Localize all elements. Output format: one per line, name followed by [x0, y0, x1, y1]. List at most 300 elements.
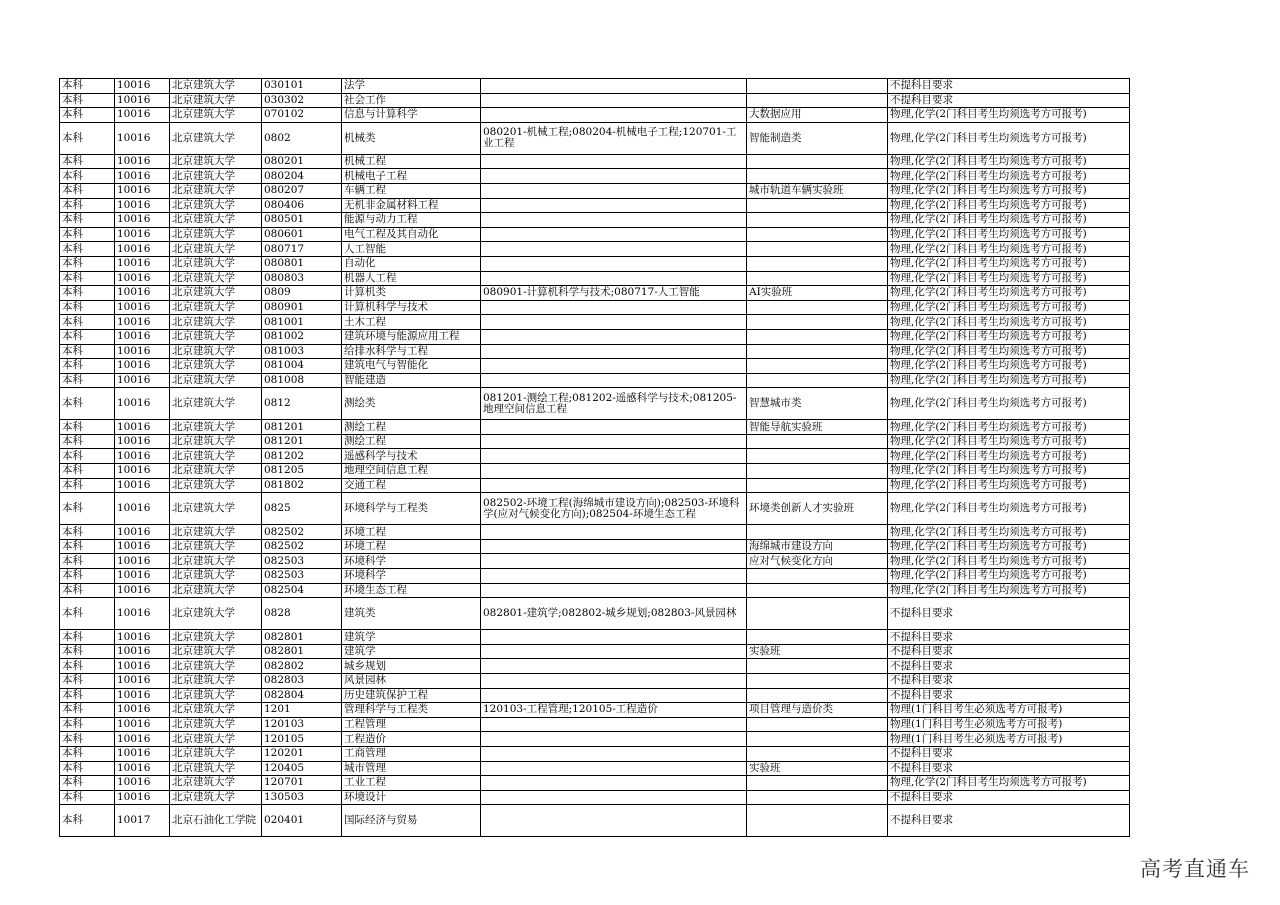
school-name-cell: 北京建筑大学 — [170, 420, 262, 435]
included-majors-cell: 080901-计算机科学与技术;080717-人工智能 — [481, 286, 747, 301]
school-code-cell: 10016 — [115, 286, 170, 301]
major-code-cell: 080803 — [262, 271, 342, 286]
remark-cell: 智慧城市类 — [747, 388, 888, 420]
major-name-cell: 遥感科学与技术 — [342, 449, 481, 464]
school-code-cell: 10016 — [115, 256, 170, 271]
remark-cell: 海绵城市建设方向 — [747, 539, 888, 554]
school-name-cell: 北京建筑大学 — [170, 79, 262, 94]
table-row — [60, 388, 1130, 420]
subject-requirement-cell: 物理,化学(2门科目考生均须选考方可报考) — [888, 388, 1130, 420]
major-code-cell: 120405 — [262, 761, 342, 776]
remark-cell — [747, 583, 888, 598]
remark-cell: 项目管理与造价类 — [747, 703, 888, 718]
included-majors-cell — [481, 108, 747, 123]
school-code-cell: 10016 — [115, 108, 170, 123]
remark-cell — [747, 746, 888, 761]
remark-cell — [747, 659, 888, 674]
school-code-cell: 10016 — [115, 420, 170, 435]
major-code-cell: 0812 — [262, 388, 342, 420]
school-code-cell: 10016 — [115, 183, 170, 198]
school-name-cell: 北京建筑大学 — [170, 761, 262, 776]
school-code-cell: 10016 — [115, 213, 170, 228]
major-name-cell: 智能建造 — [342, 373, 481, 388]
subject-requirement-cell: 不提科目要求 — [888, 761, 1130, 776]
remark-cell — [747, 598, 888, 630]
table-row — [60, 598, 1130, 630]
table-row — [60, 420, 1130, 435]
level-cell: 本科 — [60, 598, 115, 630]
school-name-cell: 北京建筑大学 — [170, 434, 262, 449]
major-name-cell: 计算机科学与技术 — [342, 300, 481, 315]
remark-cell: 环境类创新人才实验班 — [747, 493, 888, 525]
major-code-cell: 080901 — [262, 300, 342, 315]
school-name-cell: 北京建筑大学 — [170, 329, 262, 344]
subject-requirement-cell: 不提科目要求 — [888, 790, 1130, 805]
major-code-cell: 080601 — [262, 227, 342, 242]
school-code-cell: 10016 — [115, 674, 170, 689]
major-name-cell: 建筑环境与能源应用工程 — [342, 329, 481, 344]
included-majors-cell — [481, 93, 747, 108]
level-cell: 本科 — [60, 242, 115, 257]
subject-requirement-cell: 不提科目要求 — [888, 630, 1130, 645]
remark-cell — [747, 717, 888, 732]
subject-requirement-cell: 不提科目要求 — [888, 93, 1130, 108]
level-cell: 本科 — [60, 776, 115, 791]
table-row — [60, 154, 1130, 169]
subject-requirement-cell: 物理(1门科目考生必须选考方可报考) — [888, 703, 1130, 718]
major-code-cell: 0802 — [262, 122, 342, 154]
remark-cell — [747, 674, 888, 689]
table-row — [60, 122, 1130, 154]
included-majors-cell — [481, 213, 747, 228]
major-name-cell: 环境科学 — [342, 569, 481, 584]
table-row — [60, 761, 1130, 776]
remark-cell — [747, 732, 888, 747]
major-code-cell: 120105 — [262, 732, 342, 747]
school-name-cell: 北京建筑大学 — [170, 583, 262, 598]
school-name-cell: 北京建筑大学 — [170, 242, 262, 257]
subject-requirement-cell: 物理(1门科目考生必须选考方可报考) — [888, 732, 1130, 747]
included-majors-cell — [481, 776, 747, 791]
table-row — [60, 493, 1130, 525]
included-majors-cell — [481, 242, 747, 257]
subject-requirement-cell: 物理,化学(2门科目考生均须选考方可报考) — [888, 493, 1130, 525]
table-row — [60, 569, 1130, 584]
level-cell: 本科 — [60, 674, 115, 689]
subject-requirement-cell: 物理,化学(2门科目考生均须选考方可报考) — [888, 373, 1130, 388]
remark-cell — [747, 300, 888, 315]
subject-requirement-cell: 物理,化学(2门科目考生均须选考方可报考) — [888, 554, 1130, 569]
table-row — [60, 539, 1130, 554]
subject-requirement-cell: 物理,化学(2门科目考生均须选考方可报考) — [888, 583, 1130, 598]
major-name-cell: 机械工程 — [342, 154, 481, 169]
school-name-cell: 北京建筑大学 — [170, 449, 262, 464]
school-name-cell: 北京建筑大学 — [170, 122, 262, 154]
school-name-cell: 北京建筑大学 — [170, 554, 262, 569]
table-row — [60, 478, 1130, 493]
level-cell: 本科 — [60, 169, 115, 184]
level-cell: 本科 — [60, 93, 115, 108]
subject-requirement-cell: 不提科目要求 — [888, 79, 1130, 94]
major-name-cell: 环境生态工程 — [342, 583, 481, 598]
major-name-cell: 法学 — [342, 79, 481, 94]
remark-cell — [747, 213, 888, 228]
table-row — [60, 315, 1130, 330]
school-code-cell: 10016 — [115, 790, 170, 805]
major-name-cell: 地理空间信息工程 — [342, 464, 481, 479]
included-majors-cell — [481, 434, 747, 449]
level-cell: 本科 — [60, 359, 115, 374]
major-code-cell: 120201 — [262, 746, 342, 761]
school-code-cell: 10016 — [115, 434, 170, 449]
major-code-cell: 082802 — [262, 659, 342, 674]
major-code-cell: 080406 — [262, 198, 342, 213]
included-majors-cell — [481, 539, 747, 554]
school-code-cell: 10016 — [115, 93, 170, 108]
included-majors-cell — [481, 554, 747, 569]
school-name-cell: 北京建筑大学 — [170, 659, 262, 674]
major-code-cell: 082502 — [262, 539, 342, 554]
level-cell: 本科 — [60, 569, 115, 584]
level-cell: 本科 — [60, 539, 115, 554]
included-majors-cell — [481, 227, 747, 242]
table-row — [60, 776, 1130, 791]
school-code-cell: 10016 — [115, 569, 170, 584]
remark-cell — [747, 344, 888, 359]
subject-requirement-cell: 物理,化学(2门科目考生均须选考方可报考) — [888, 154, 1130, 169]
school-code-cell: 10016 — [115, 344, 170, 359]
level-cell: 本科 — [60, 790, 115, 805]
subject-requirement-cell: 物理,化学(2门科目考生均须选考方可报考) — [888, 108, 1130, 123]
remark-cell: 智能制造类 — [747, 122, 888, 154]
major-name-cell: 人工智能 — [342, 242, 481, 257]
table-row — [60, 688, 1130, 703]
major-name-cell: 建筑电气与智能化 — [342, 359, 481, 374]
school-code-cell: 10016 — [115, 630, 170, 645]
school-code-cell: 10016 — [115, 449, 170, 464]
subject-requirement-cell: 物理,化学(2门科目考生均须选考方可报考) — [888, 525, 1130, 540]
major-code-cell: 0828 — [262, 598, 342, 630]
included-majors-cell — [481, 329, 747, 344]
table-row — [60, 300, 1130, 315]
table-row — [60, 359, 1130, 374]
remark-cell: 智能导航实验班 — [747, 420, 888, 435]
remark-cell — [747, 198, 888, 213]
school-code-cell: 10016 — [115, 776, 170, 791]
included-majors-cell — [481, 805, 747, 837]
table-row — [60, 659, 1130, 674]
major-code-cell: 082504 — [262, 583, 342, 598]
major-name-cell: 机械电子工程 — [342, 169, 481, 184]
subject-requirement-cell: 物理,化学(2门科目考生均须选考方可报考) — [888, 449, 1130, 464]
remark-cell — [747, 525, 888, 540]
major-code-cell: 030302 — [262, 93, 342, 108]
subject-requirement-cell: 不提科目要求 — [888, 598, 1130, 630]
level-cell: 本科 — [60, 630, 115, 645]
included-majors-cell — [481, 300, 747, 315]
major-code-cell: 081201 — [262, 434, 342, 449]
subject-requirement-cell: 物理,化学(2门科目考生均须选考方可报考) — [888, 344, 1130, 359]
subject-requirement-cell: 物理,化学(2门科目考生均须选考方可报考) — [888, 420, 1130, 435]
included-majors-cell — [481, 198, 747, 213]
major-name-cell: 自动化 — [342, 256, 481, 271]
major-name-cell: 无机非金属材料工程 — [342, 198, 481, 213]
school-name-cell: 北京建筑大学 — [170, 286, 262, 301]
level-cell: 本科 — [60, 154, 115, 169]
level-cell: 本科 — [60, 286, 115, 301]
included-majors-cell — [481, 674, 747, 689]
major-code-cell: 120103 — [262, 717, 342, 732]
level-cell: 本科 — [60, 659, 115, 674]
table-row — [60, 344, 1130, 359]
major-code-cell: 082503 — [262, 569, 342, 584]
table-row — [60, 79, 1130, 94]
major-code-cell: 081003 — [262, 344, 342, 359]
included-majors-cell — [481, 688, 747, 703]
subject-requirement-cell: 物理,化学(2门科目考生均须选考方可报考) — [888, 183, 1130, 198]
included-majors-cell — [481, 154, 747, 169]
school-code-cell: 10016 — [115, 644, 170, 659]
major-code-cell: 081202 — [262, 449, 342, 464]
remark-cell — [747, 329, 888, 344]
school-code-cell: 10016 — [115, 388, 170, 420]
remark-cell: 实验班 — [747, 761, 888, 776]
major-code-cell: 020401 — [262, 805, 342, 837]
remark-cell — [747, 227, 888, 242]
included-majors-cell — [481, 315, 747, 330]
major-name-cell: 工程造价 — [342, 732, 481, 747]
level-cell: 本科 — [60, 373, 115, 388]
table-row — [60, 227, 1130, 242]
remark-cell — [747, 688, 888, 703]
subject-requirement-cell: 不提科目要求 — [888, 746, 1130, 761]
table-row — [60, 108, 1130, 123]
major-name-cell: 测绘类 — [342, 388, 481, 420]
school-name-cell: 北京建筑大学 — [170, 344, 262, 359]
major-name-cell: 环境工程 — [342, 525, 481, 540]
school-code-cell: 10016 — [115, 554, 170, 569]
major-name-cell: 环境科学与工程类 — [342, 493, 481, 525]
school-name-cell: 北京建筑大学 — [170, 717, 262, 732]
remark-cell — [747, 256, 888, 271]
table-row — [60, 583, 1130, 598]
level-cell: 本科 — [60, 420, 115, 435]
major-code-cell: 082801 — [262, 630, 342, 645]
school-name-cell: 北京建筑大学 — [170, 271, 262, 286]
subject-requirement-cell: 不提科目要求 — [888, 674, 1130, 689]
subject-requirement-cell: 物理,化学(2门科目考生均须选考方可报考) — [888, 569, 1130, 584]
school-name-cell: 北京建筑大学 — [170, 539, 262, 554]
major-code-cell: 030101 — [262, 79, 342, 94]
school-code-cell: 10016 — [115, 761, 170, 776]
school-name-cell: 北京建筑大学 — [170, 227, 262, 242]
subject-requirement-cell: 物理,化学(2门科目考生均须选考方可报考) — [888, 169, 1130, 184]
table-row — [60, 630, 1130, 645]
major-name-cell: 机械类 — [342, 122, 481, 154]
table-row — [60, 329, 1130, 344]
included-majors-cell — [481, 478, 747, 493]
level-cell: 本科 — [60, 198, 115, 213]
school-code-cell: 10016 — [115, 493, 170, 525]
table-row — [60, 464, 1130, 479]
major-code-cell: 080207 — [262, 183, 342, 198]
level-cell: 本科 — [60, 227, 115, 242]
table-row — [60, 198, 1130, 213]
table-row — [60, 286, 1130, 301]
major-name-cell: 机器人工程 — [342, 271, 481, 286]
level-cell: 本科 — [60, 644, 115, 659]
major-name-cell: 风景园林 — [342, 674, 481, 689]
table-row — [60, 242, 1130, 257]
school-code-cell: 10016 — [115, 659, 170, 674]
table-row — [60, 271, 1130, 286]
included-majors-cell: 082502-环境工程(海绵城市建设方向);082503-环境科学(应对气候变化方向);082504-环境生态工程 — [481, 493, 747, 525]
level-cell: 本科 — [60, 329, 115, 344]
subject-requirement-cell: 物理,化学(2门科目考生均须选考方可报考) — [888, 434, 1130, 449]
table-row — [60, 373, 1130, 388]
included-majors-cell — [481, 169, 747, 184]
level-cell: 本科 — [60, 434, 115, 449]
subject-requirement-cell: 不提科目要求 — [888, 688, 1130, 703]
school-name-cell: 北京建筑大学 — [170, 388, 262, 420]
major-name-cell: 建筑学 — [342, 630, 481, 645]
subject-requirement-cell: 物理,化学(2门科目考生均须选考方可报考) — [888, 329, 1130, 344]
included-majors-cell — [481, 359, 747, 374]
major-code-cell: 082803 — [262, 674, 342, 689]
level-cell: 本科 — [60, 554, 115, 569]
school-code-cell: 10016 — [115, 227, 170, 242]
subject-requirement-cell: 物理,化学(2门科目考生均须选考方可报考) — [888, 286, 1130, 301]
school-name-cell: 北京建筑大学 — [170, 674, 262, 689]
remark-cell — [747, 449, 888, 464]
school-name-cell: 北京建筑大学 — [170, 198, 262, 213]
subject-requirement-cell: 物理,化学(2门科目考生均须选考方可报考) — [888, 242, 1130, 257]
remark-cell — [747, 776, 888, 791]
remark-cell: 应对气候变化方向 — [747, 554, 888, 569]
level-cell: 本科 — [60, 717, 115, 732]
school-code-cell: 10016 — [115, 329, 170, 344]
subject-requirement-cell: 物理,化学(2门科目考生均须选考方可报考) — [888, 315, 1130, 330]
school-code-cell: 10016 — [115, 373, 170, 388]
remark-cell — [747, 315, 888, 330]
school-name-cell: 北京建筑大学 — [170, 525, 262, 540]
included-majors-cell — [481, 717, 747, 732]
subject-requirement-cell: 物理,化学(2门科目考生均须选考方可报考) — [888, 213, 1130, 228]
table-row — [60, 449, 1130, 464]
level-cell: 本科 — [60, 344, 115, 359]
major-code-cell: 120701 — [262, 776, 342, 791]
major-name-cell: 交通工程 — [342, 478, 481, 493]
table-row — [60, 732, 1130, 747]
major-code-cell: 1201 — [262, 703, 342, 718]
remark-cell — [747, 242, 888, 257]
table-row — [60, 525, 1130, 540]
remark-cell — [747, 93, 888, 108]
table-row — [60, 674, 1130, 689]
table-row — [60, 790, 1130, 805]
school-code-cell: 10016 — [115, 271, 170, 286]
school-name-cell: 北京建筑大学 — [170, 703, 262, 718]
remark-cell — [747, 569, 888, 584]
subject-requirement-cell: 物理,化学(2门科目考生均须选考方可报考) — [888, 227, 1130, 242]
subject-requirement-cell: 物理,化学(2门科目考生均须选考方可报考) — [888, 122, 1130, 154]
school-code-cell: 10016 — [115, 464, 170, 479]
school-name-cell: 北京建筑大学 — [170, 154, 262, 169]
major-code-cell: 070102 — [262, 108, 342, 123]
included-majors-cell — [481, 630, 747, 645]
school-code-cell: 10016 — [115, 478, 170, 493]
major-name-cell: 工程管理 — [342, 717, 481, 732]
major-code-cell: 081802 — [262, 478, 342, 493]
major-name-cell: 测绘工程 — [342, 434, 481, 449]
level-cell: 本科 — [60, 108, 115, 123]
level-cell: 本科 — [60, 213, 115, 228]
major-code-cell: 082801 — [262, 644, 342, 659]
table-row — [60, 644, 1130, 659]
table-row — [60, 554, 1130, 569]
school-code-cell: 10016 — [115, 539, 170, 554]
school-code-cell: 10016 — [115, 717, 170, 732]
remark-cell — [747, 359, 888, 374]
school-code-cell: 10017 — [115, 805, 170, 837]
major-code-cell: 130503 — [262, 790, 342, 805]
major-name-cell: 城市管理 — [342, 761, 481, 776]
subject-requirement-cell: 物理,化学(2门科目考生均须选考方可报考) — [888, 300, 1130, 315]
major-name-cell: 测绘工程 — [342, 420, 481, 435]
subject-requirement-cell: 物理,化学(2门科目考生均须选考方可报考) — [888, 256, 1130, 271]
included-majors-cell: 081201-测绘工程;081202-遥感科学与技术;081205-地理空间信息工程 — [481, 388, 747, 420]
level-cell: 本科 — [60, 315, 115, 330]
major-code-cell: 080201 — [262, 154, 342, 169]
school-code-cell: 10016 — [115, 169, 170, 184]
remark-cell: 大数据应用 — [747, 108, 888, 123]
included-majors-cell — [481, 761, 747, 776]
remark-cell — [747, 464, 888, 479]
school-name-cell: 北京建筑大学 — [170, 108, 262, 123]
included-majors-cell — [481, 344, 747, 359]
admission-table — [59, 78, 1130, 837]
level-cell: 本科 — [60, 464, 115, 479]
major-code-cell: 080501 — [262, 213, 342, 228]
major-code-cell: 0825 — [262, 493, 342, 525]
table-row — [60, 213, 1130, 228]
level-cell: 本科 — [60, 732, 115, 747]
major-name-cell: 建筑学 — [342, 644, 481, 659]
school-code-cell: 10016 — [115, 746, 170, 761]
school-code-cell: 10016 — [115, 598, 170, 630]
school-code-cell: 10016 — [115, 198, 170, 213]
school-name-cell: 北京建筑大学 — [170, 776, 262, 791]
major-name-cell: 给排水科学与工程 — [342, 344, 481, 359]
major-code-cell: 081205 — [262, 464, 342, 479]
subject-requirement-cell: 物理,化学(2门科目考生均须选考方可报考) — [888, 198, 1130, 213]
level-cell: 本科 — [60, 183, 115, 198]
included-majors-cell — [481, 659, 747, 674]
level-cell: 本科 — [60, 583, 115, 598]
school-name-cell: 北京建筑大学 — [170, 688, 262, 703]
subject-requirement-cell: 物理,化学(2门科目考生均须选考方可报考) — [888, 359, 1130, 374]
major-name-cell: 建筑类 — [342, 598, 481, 630]
level-cell: 本科 — [60, 478, 115, 493]
included-majors-cell — [481, 373, 747, 388]
level-cell: 本科 — [60, 300, 115, 315]
school-name-cell: 北京建筑大学 — [170, 478, 262, 493]
major-code-cell: 081001 — [262, 315, 342, 330]
subject-requirement-cell: 物理(1门科目考生必须选考方可报考) — [888, 717, 1130, 732]
major-name-cell: 环境科学 — [342, 554, 481, 569]
major-name-cell: 车辆工程 — [342, 183, 481, 198]
major-name-cell: 工业工程 — [342, 776, 481, 791]
